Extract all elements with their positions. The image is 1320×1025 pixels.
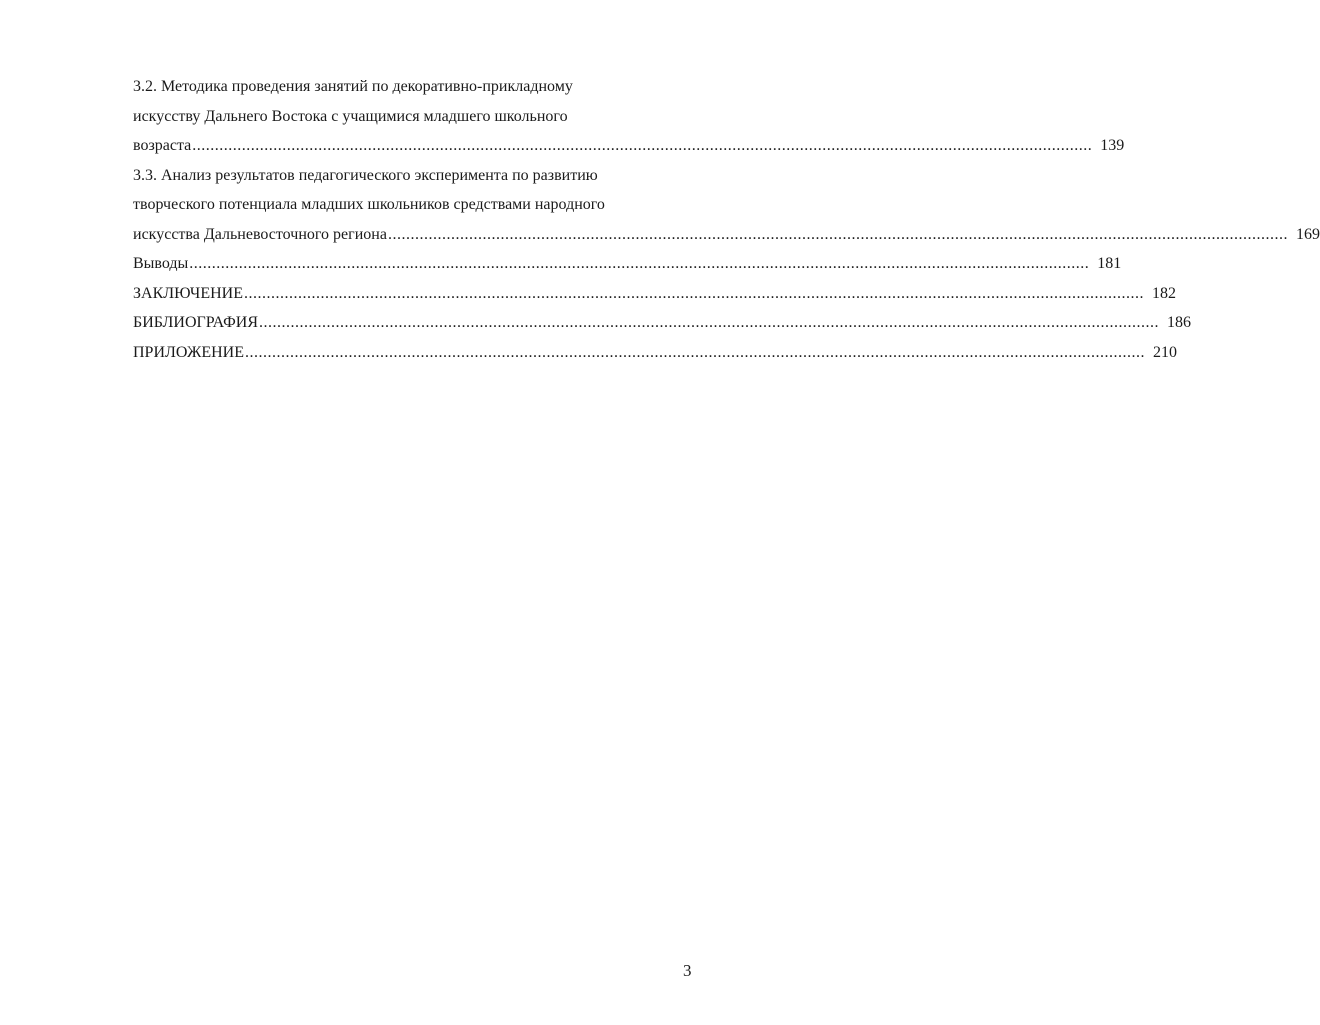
toc-entry-title-end: искусства Дальневосточного региона [133,225,387,243]
toc-entry-last-line [133,338,1178,368]
dot-leader: ........................................................................................................................................................................................................ [259,314,1160,331]
toc-entry-last-line [133,220,1320,250]
toc-entry-line: искусству Дальнего Востока с учащимися младшего школьного [133,107,568,125]
table-of-contents [133,72,1320,367]
toc-entry-3-3 [133,161,1320,250]
toc-page-number: 210 [1153,343,1178,361]
page-number: 3 [683,961,692,980]
toc-entry-last-line [133,249,1122,279]
toc-page-number: 182 [1151,284,1176,302]
toc-entry-3-2 [133,72,1125,161]
toc-entry-line: 3.2. Методика проведения занятий по декоративно-прикладному [133,78,573,95]
toc-entry-last-line [133,131,1125,161]
toc-entry-line: 3.3. Анализ результатов педагогического эксперимента по развитию [133,166,598,184]
toc-entry-title: БИБЛИОГРАФИЯ [133,314,259,331]
toc-entry-conclusions [133,249,1122,279]
toc-entry-title: Выводы [133,255,189,272]
toc-entry-bibliography [133,308,1192,338]
toc-entry-title: ЗАКЛЮЧЕНИЕ [133,284,243,302]
toc-entry-last-line [133,279,1176,309]
toc-page-number: 181 [1097,255,1122,272]
dot-leader: ........................................................................................................................................................................................................ [189,255,1090,272]
toc-entry-conclusion [133,279,1176,309]
toc-entry-title-end: возраста [133,137,192,154]
toc-page-number: 139 [1100,137,1125,154]
dot-leader: ........................................................................................................................................................................................................ [387,225,1288,243]
toc-page-number: 186 [1167,314,1192,331]
toc-entry-appendix [133,338,1178,368]
toc-entry-title: ПРИЛОЖЕНИЕ [133,343,245,361]
dot-leader: ........................................................................................................................................................................................................ [243,284,1144,302]
toc-entry-line: творческого потенциала младших школьников средствами народного [133,196,605,213]
dot-leader: ........................................................................................................................................................................................................ [245,343,1146,361]
toc-page-number: 169 [1295,225,1320,243]
toc-entry-last-line [133,308,1192,338]
dot-leader: ........................................................................................................................................................................................................ [192,137,1093,154]
